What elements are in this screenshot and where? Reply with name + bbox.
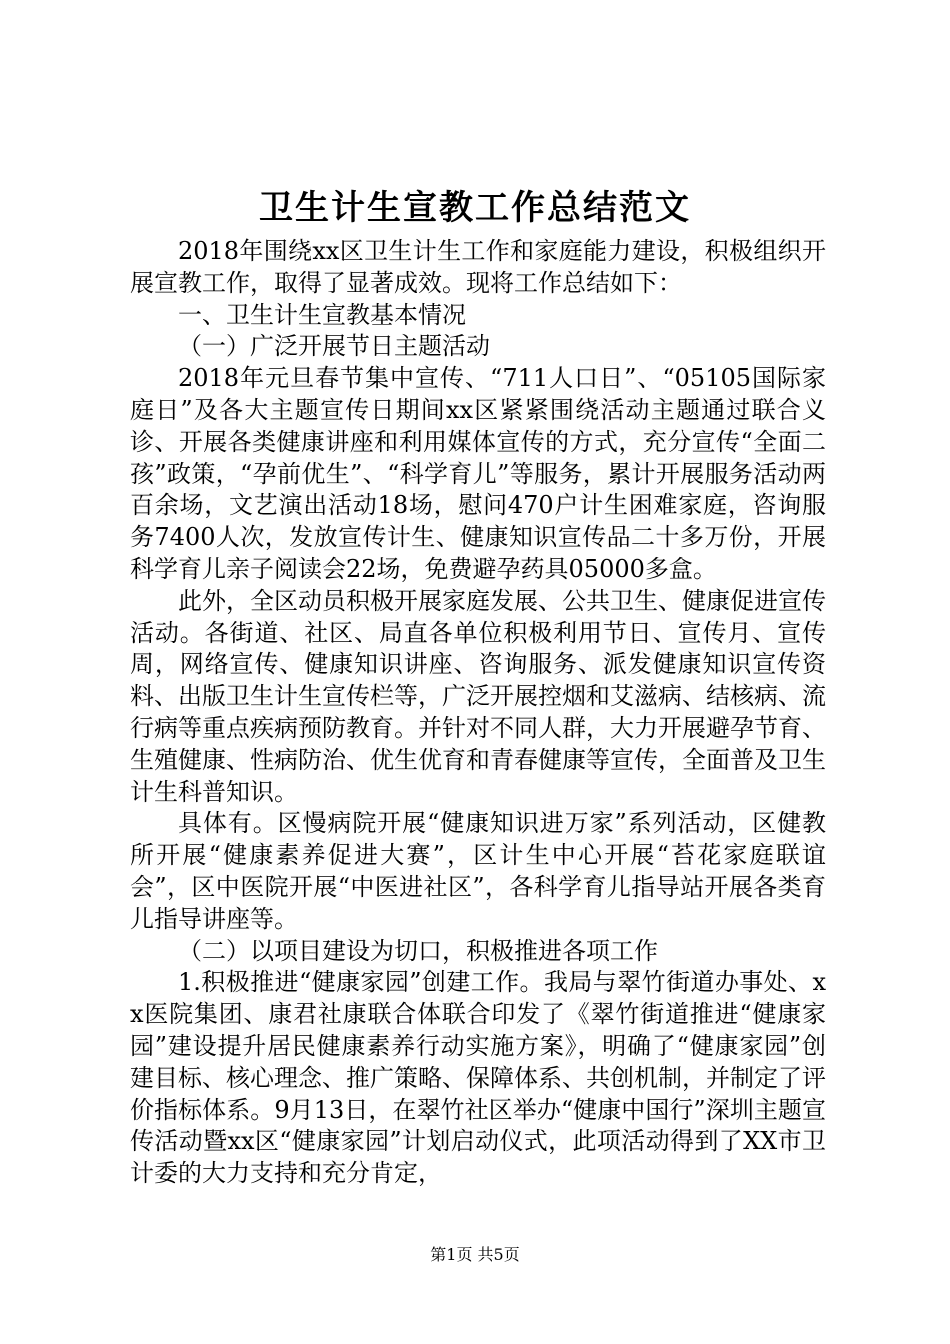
paragraph-district-mobilization: 此外，全区动员积极开展家庭发展、公共卫生、健康促进宣传活动。各街道、社区、局直各单位积极利用节日、宣传月、宣传周，网络宣传、健康知识讲座、咨询服务、派发健康知识宣传资料、出版卫生计生宣传栏等，广泛开展控烟和艾滋病、结核病、流行病等重点疾病预防教育。并针对不同人群，大力开展避孕节育、生殖健康、性病防治、优生优育和青春健康等宣传，全面普及卫生计生科普知识。 bbox=[130, 586, 826, 806]
paragraph-specific-activities: 具体有。区慢病院开展“健康知识进万家”系列活动，区健教所开展“健康素养促进大赛”，区计生中心开展“苔花家庭联谊会”，区中医院开展“中医进社区”，各科学育儿指导站开展各类育儿指导讲座等。 bbox=[130, 809, 826, 933]
paragraph-holiday-activities: 2018年元旦春节集中宣传、“711人口日”、“05105国际家庭日”及各大主题宣传日期间xx区紧紧围绕活动主题通过联合义诊、开展各类健康讲座和利用媒体宣传的方式，充分宣传“全面二孩”政策，“孕前优生”、“科学育儿”等服务，累计开展服务活动两百余场，文艺演出活动18场，慰问470户计生困难家庭，咨询服务7400人次，发放宣传计生、健康知识宣传品二十多万份，开展科学育儿亲子阅读会22场，免费避孕药具05000多盒。 bbox=[130, 364, 826, 583]
heading-section-1: 一、卫生计生宣教基本情况 bbox=[178, 300, 466, 329]
paragraph-healthy-home: 1.积极推进“健康家园”创建工作。我局与翠竹街道办事处、xx医院集团、康君社康联合体联合印发了《翠竹街道推进“健康家园”建设提升居民健康素养行动实施方案》，明确了“健康家园”创建目标、核心理念、推广策略、保障体系、共创机制，并制定了评价指标体系。9月13日，在翠竹社区举办“健康中国行”深圳主题宣传活动暨xx区“健康家园”计划启动仪式，此项活动得到了XX市卫计委的大力支持和充分肯定， bbox=[130, 968, 826, 1188]
document-body bbox=[130, 236, 826, 1190]
heading-subsection-1: （一）广泛开展节日主题活动 bbox=[178, 332, 490, 361]
document-title: 卫生计生宣教工作总结范文 bbox=[259, 188, 691, 228]
heading-subsection-2: （二）以项目建设为切口，积极推进各项工作 bbox=[178, 936, 658, 965]
paragraph-intro: 2018年围绕xx区卫生计生工作和家庭能力建设，积极组织开展宣教工作，取得了显著成效。现将工作总结如下： bbox=[130, 237, 826, 297]
page-number-footer: 第1页 共5页 bbox=[430, 1245, 520, 1264]
